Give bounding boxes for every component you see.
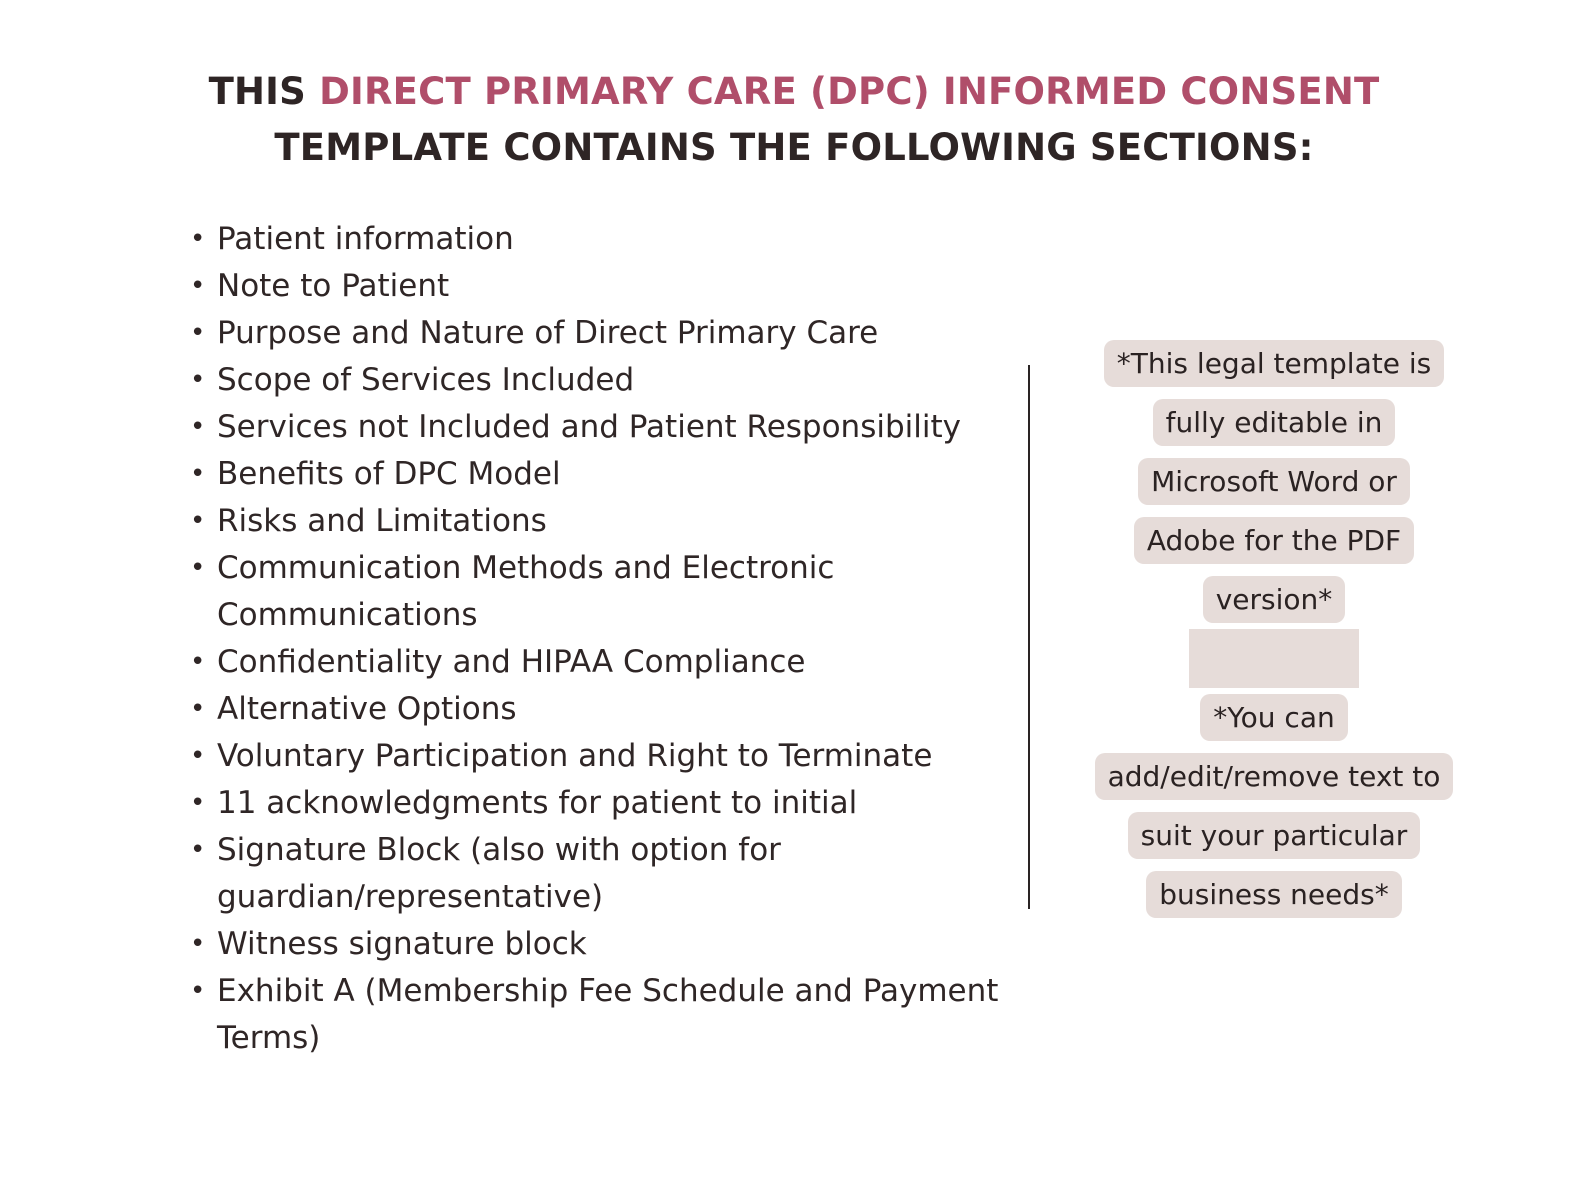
note-line: *You can bbox=[1060, 688, 1488, 747]
page-heading bbox=[0, 64, 1588, 176]
note-line: add/edit/remove text to bbox=[1060, 747, 1488, 806]
list-item: • Patient information bbox=[190, 216, 1010, 263]
vertical-divider bbox=[1028, 365, 1030, 909]
note-spacer bbox=[1189, 629, 1359, 688]
list-item: • Alternative Options bbox=[190, 686, 1010, 733]
list-item: • Services not Included and Patient Responsibility bbox=[190, 404, 1010, 451]
list-item: • Witness signature block bbox=[190, 921, 1010, 968]
note-line: fully editable in bbox=[1060, 393, 1488, 452]
list-item: • Confidentiality and HIPAA Compliance bbox=[190, 639, 1010, 686]
note-line: version* bbox=[1060, 570, 1488, 629]
note-line: Microsoft Word or bbox=[1060, 452, 1488, 511]
list-item: • Scope of Services Included bbox=[190, 357, 1010, 404]
note-line: business needs* bbox=[1060, 865, 1488, 924]
editable-note bbox=[1060, 334, 1488, 924]
list-item: • Signature Block (also with option for guardian/representative) bbox=[190, 827, 1010, 921]
heading-line-1 bbox=[0, 64, 1588, 120]
list-item: • Note to Patient bbox=[190, 263, 1010, 310]
list-item: • Voluntary Participation and Right to Terminate bbox=[190, 733, 1010, 780]
list-item: • Risks and Limitations bbox=[190, 498, 1010, 545]
list-item: • Communication Methods and Electronic Communications bbox=[190, 545, 1010, 639]
list-item: • 11 acknowledgments for patient to initial bbox=[190, 780, 1010, 827]
heading-line-2: TEMPLATE CONTAINS THE FOLLOWING SECTIONS: bbox=[274, 126, 1314, 169]
heading-prefix: THIS bbox=[208, 70, 320, 113]
list-item: • Benefits of DPC Model bbox=[190, 451, 1010, 498]
sections-list bbox=[190, 216, 1010, 1062]
note-line: *This legal template is bbox=[1060, 334, 1488, 393]
note-line: Adobe for the PDF bbox=[1060, 511, 1488, 570]
note-line: suit your particular bbox=[1060, 806, 1488, 865]
list-item: • Purpose and Nature of Direct Primary Care bbox=[190, 310, 1010, 357]
heading-accent: DIRECT PRIMARY CARE (DPC) INFORMED CONSENT bbox=[319, 70, 1380, 113]
list-item: • Exhibit A (Membership Fee Schedule and Payment Terms) bbox=[190, 968, 1010, 1062]
